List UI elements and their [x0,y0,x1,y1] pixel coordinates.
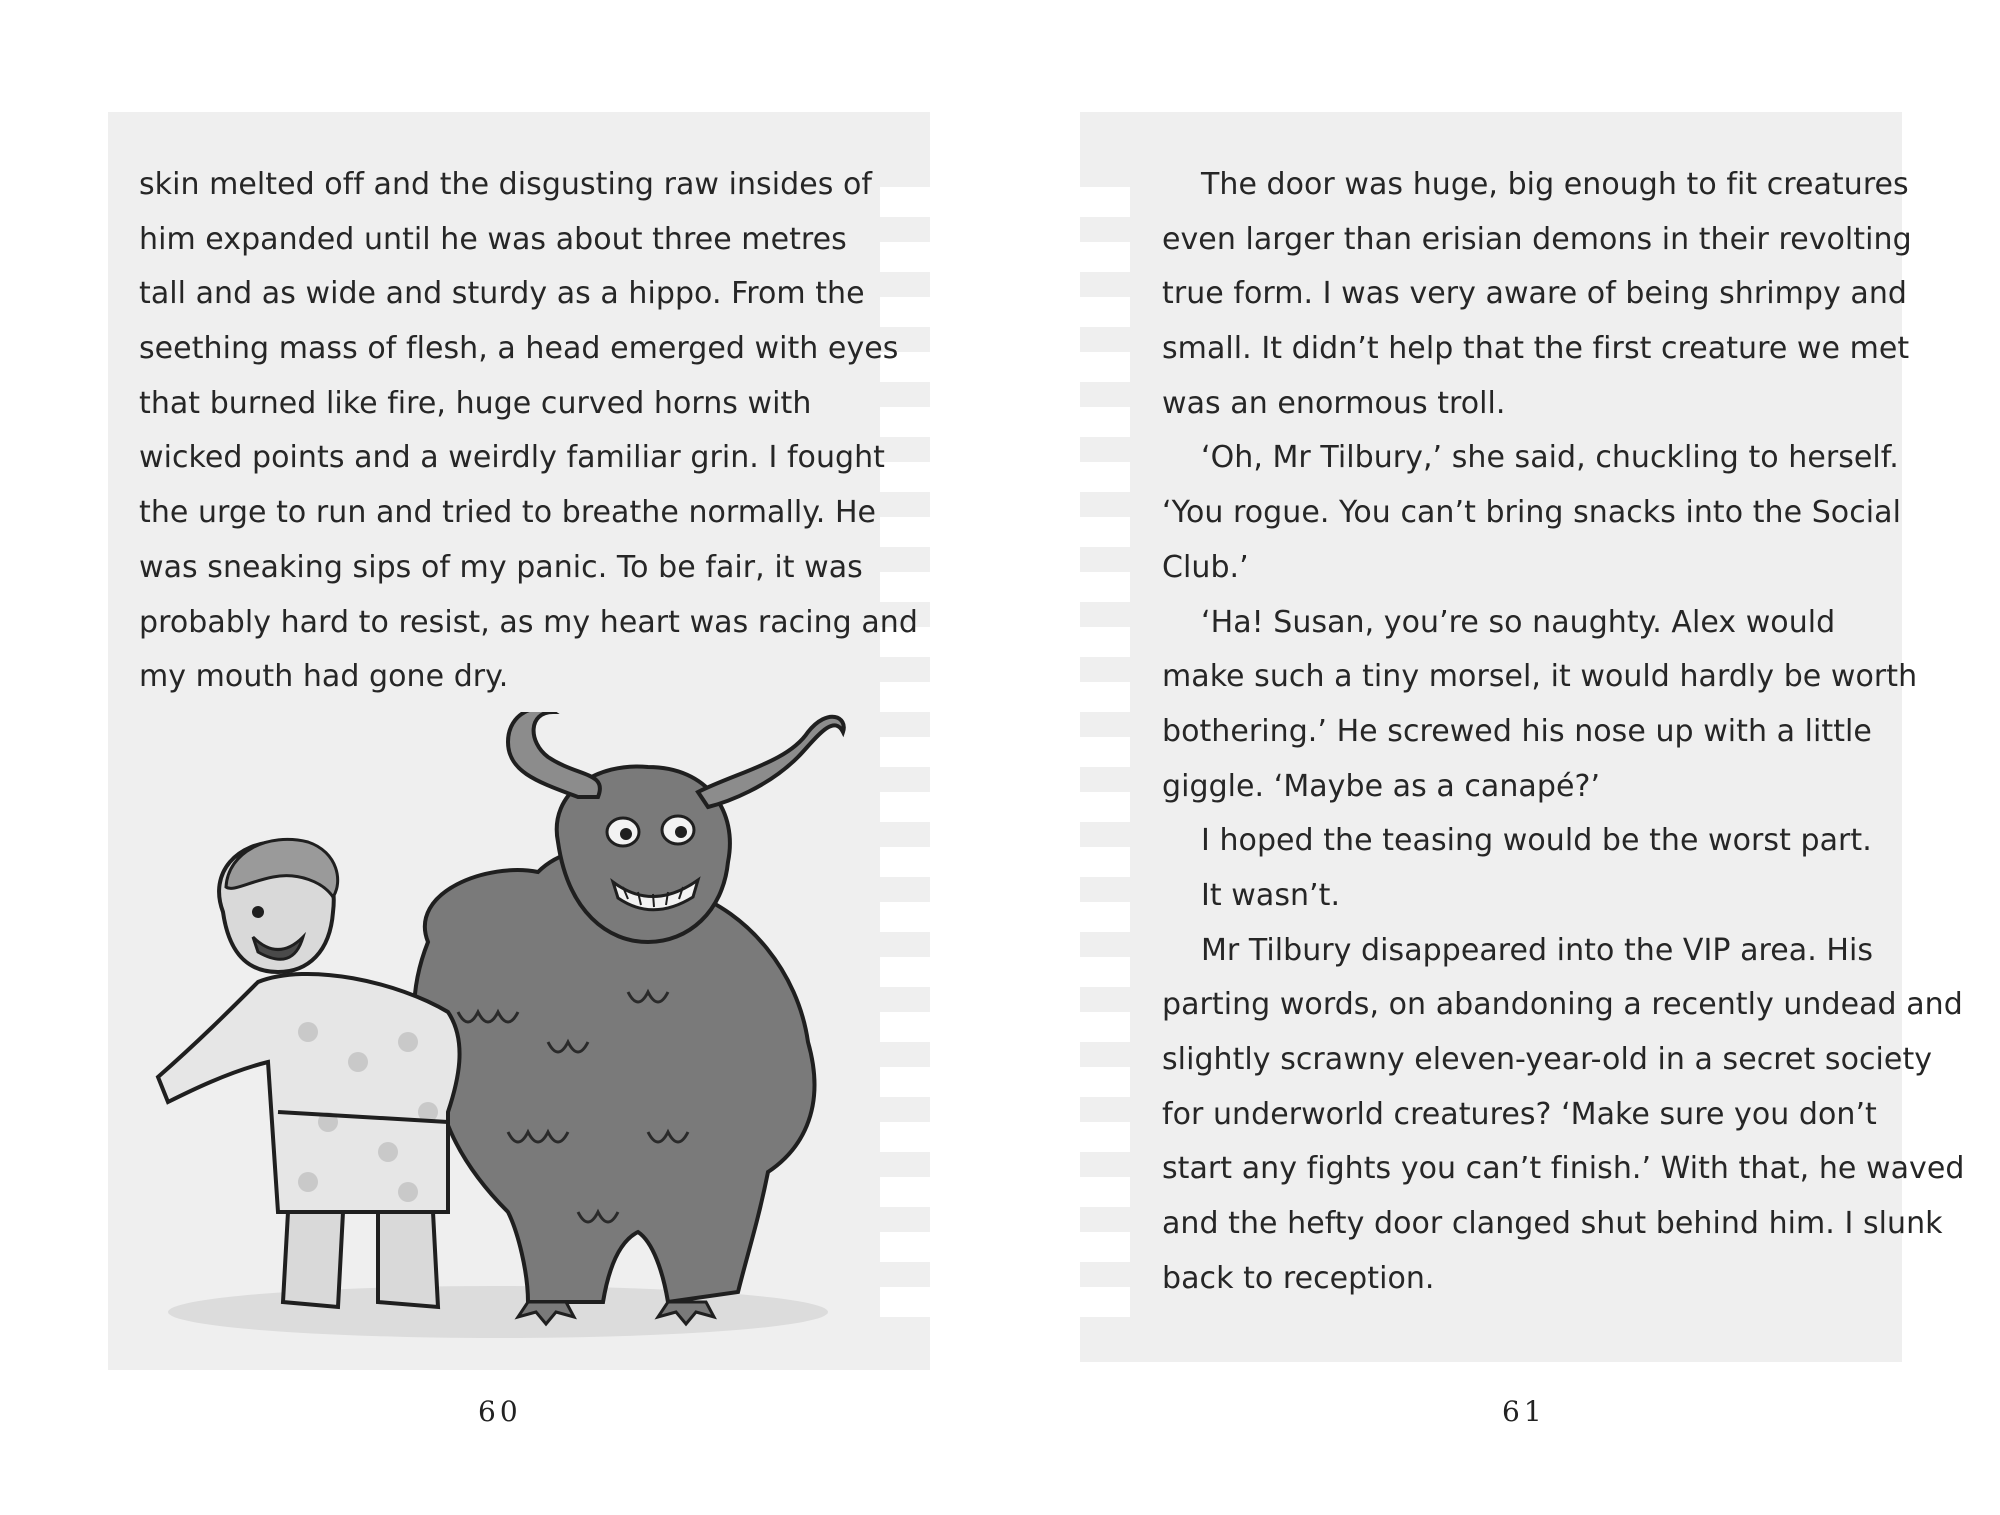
left-page [108,112,930,1370]
demon-figure [414,712,844,1324]
text-line: seething mass of flesh, a head emerged with eyes [139,331,899,367]
edge-tab [1080,682,1130,712]
edge-tab [1080,1287,1130,1317]
text-line: Club.’ [1162,549,1249,585]
edge-tab [1080,242,1130,272]
boy-and-demon-illustration [108,712,930,1362]
text-line: that burned like fire, huge curved horns with [139,385,812,421]
text-line: Mr Tilbury disappeared into the VIP area. His [1201,932,1874,968]
text-line: the urge to run and tried to breathe normally. He [139,495,877,531]
text-line: The door was huge, big enough to fit creatures [1201,167,1909,202]
edge-tab [1080,792,1130,822]
text-line: make such a tiny morsel, it would hardly be worth [1162,659,1918,695]
text-line: wicked points and a weirdly familiar grin. I fought [139,440,885,476]
edge-tab [1080,957,1130,987]
text-line: start any fights you can’t finish.’ With that, he waved [1162,1151,1965,1187]
text-line: It wasn’t. [1201,877,1341,913]
edge-tab [1080,902,1130,932]
text-line: bothering.’ He screwed his nose up with a little [1162,713,1872,749]
edge-tab [1080,462,1130,492]
text-line: skin melted off and the disgusting raw insides of [139,167,872,202]
right-page [1080,112,1965,1362]
boy-figure [158,839,460,1307]
edge-tab [1080,407,1130,437]
text-line: ‘Ha! Susan, you’re so naughty. Alex would [1201,604,1836,640]
edge-tab [1080,352,1130,382]
text-line: back to reception. [1162,1260,1435,1296]
text-line: I hoped the teasing would be the worst part. [1201,823,1872,859]
right-horn [698,717,844,807]
text-line: was an enormous troll. [1162,385,1506,421]
text-line: giggle. ‘Maybe as a canapé?’ [1162,768,1601,804]
page-edge-tabs [1080,187,1130,1337]
text-line: even larger than erisian demons in their revolting [1162,221,1912,257]
text-line: slightly scrawny eleven-year-old in a secret society [1162,1042,1933,1077]
edge-tab [1080,1067,1130,1097]
text-line: was sneaking sips of my panic. To be fair, it was [139,549,863,585]
edge-tab [1080,1122,1130,1152]
edge-tab [1080,187,1130,217]
edge-tab [1080,1177,1130,1207]
text-line: tall and as wide and sturdy as a hippo. From the [139,276,865,312]
edge-tab [1080,297,1130,327]
text-line: true form. I was very aware of being shrimpy and [1162,276,1907,312]
text-line: ‘You rogue. You can’t bring snacks into the Social [1162,495,1901,531]
edge-tab [1080,572,1130,602]
edge-tab [1080,737,1130,767]
text-line: ‘Oh, Mr Tilbury,’ she said, chuckling to herself. [1201,440,1899,476]
text-line: my mouth had gone dry. [139,659,509,695]
left-page-number: 60 [478,1395,522,1428]
edge-tab [1080,517,1130,547]
left-horn [508,712,600,797]
edge-tab [1080,627,1130,657]
text-line: and the hefty door clanged shut behind him. I slunk [1162,1206,1943,1242]
edge-tab [1080,847,1130,877]
edge-tab [1080,1012,1130,1042]
text-line: him expanded until he was about three metres [139,221,847,257]
text-line: for underworld creatures? ‘Make sure you don’t [1162,1096,1877,1132]
text-line: small. It didn’t help that the first creature we met [1162,331,1910,367]
right-page-number: 61 [1502,1395,1546,1428]
edge-tab [1080,1232,1130,1262]
left-page-text [139,158,918,705]
text-line: parting words, on abandoning a recently undead and [1162,987,1963,1023]
right-page-text [1162,158,1965,1306]
text-line: probably hard to resist, as my heart was racing and [139,604,918,640]
